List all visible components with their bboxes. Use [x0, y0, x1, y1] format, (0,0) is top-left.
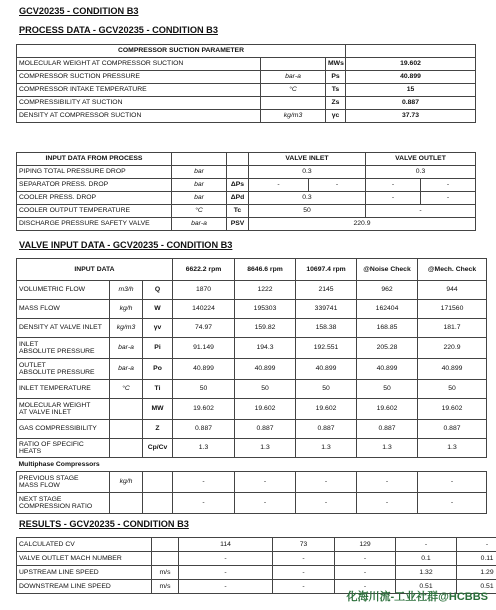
- multiphase-label: Multiphase Compressors: [18, 460, 100, 468]
- row-value: -: [235, 472, 296, 493]
- row-label: OUTLET ABSOLUTE PRESSURE: [17, 359, 110, 380]
- row-value: 159.82: [235, 319, 296, 338]
- row-value: -: [296, 472, 357, 493]
- row-value: 0.51: [457, 580, 496, 594]
- row-symbol: MW: [143, 399, 173, 420]
- row-value: 40.899: [235, 359, 296, 380]
- row-unit: °C: [110, 380, 143, 399]
- row-unit: [152, 552, 179, 566]
- valve-input-row: [17, 319, 487, 338]
- row-value: -: [296, 493, 357, 514]
- row-unit: bar-a: [110, 359, 143, 380]
- row-value: -: [335, 566, 396, 580]
- row-label: INLET ABSOLUTE PRESSURE: [17, 338, 110, 359]
- row-unit: kg/h: [110, 300, 143, 319]
- suction-row: COMPRESSOR INTAKE TEMPERATURE °C Ts 15: [17, 84, 476, 97]
- row-value: -: [335, 580, 396, 594]
- valve-input-row: [17, 359, 487, 380]
- row-value: -: [457, 538, 496, 552]
- row-value: 74.97: [173, 319, 235, 338]
- row-label: MASS FLOW: [17, 300, 110, 319]
- row-value: 19.602: [296, 399, 357, 420]
- row-label: MOLECULAR WEIGHT AT VALVE INLET: [17, 399, 110, 420]
- row-value: 50: [173, 380, 235, 399]
- row-value: -: [396, 538, 457, 552]
- row-label: VALVE OUTLET MACH NUMBER: [17, 552, 152, 566]
- row-value: 0.1: [396, 552, 457, 566]
- process-input-row: COOLER OUTPUT TEMPERATURE °C Tc 50 -: [17, 205, 476, 218]
- row-symbol: Z: [143, 420, 173, 439]
- row-value: -: [335, 552, 396, 566]
- row-value: 0.887: [296, 420, 357, 439]
- row-value: -: [179, 580, 273, 594]
- row-label: PREVIOUS STAGE MASS FLOW: [17, 472, 110, 493]
- row-unit: kg/m3: [110, 319, 143, 338]
- row-value: -: [273, 580, 335, 594]
- row-value: -: [173, 472, 235, 493]
- row-value: 91.149: [173, 338, 235, 359]
- multiphase-row: [17, 458, 487, 472]
- valve-input-row: [17, 439, 487, 458]
- column-header: 8646.6 rpm: [235, 259, 296, 281]
- row-value: -: [418, 493, 487, 514]
- process-input-row: PIPING TOTAL PRESSURE DROP bar 0.3 0.3: [17, 166, 476, 179]
- suction-row: COMPRESSIBILITY AT SUCTION Zs 0.887: [17, 97, 476, 110]
- row-value: -: [179, 566, 273, 580]
- row-value: 40.899: [173, 359, 235, 380]
- row-value: 114: [179, 538, 273, 552]
- row-symbol: [143, 472, 173, 493]
- row-unit: [110, 399, 143, 420]
- suction-parameter-table: [16, 44, 476, 123]
- row-label: RATIO OF SPECIFIC HEATS: [17, 439, 110, 458]
- process-input-row: DISCHARGE PRESSURE SAFETY VALVE bar-a PSV 220.9: [17, 218, 476, 231]
- row-symbol: W: [143, 300, 173, 319]
- row-label: VOLUMETRIC FLOW: [17, 281, 110, 300]
- process-input-header: INPUT DATA FROM PROCESS: [17, 153, 172, 166]
- row-value: 944: [418, 281, 487, 300]
- row-value: -: [273, 552, 335, 566]
- process-input-row: COOLER PRESS. DROP bar ΔPd 0.3 - -: [17, 192, 476, 205]
- row-unit: kg/h: [110, 472, 143, 493]
- column-header: 6622.2 rpm: [173, 259, 235, 281]
- valve-input-header: INPUT DATA: [17, 259, 173, 281]
- row-symbol: Q: [143, 281, 173, 300]
- row-value: 0.887: [173, 420, 235, 439]
- row-value: 1.3: [235, 439, 296, 458]
- row-value: 0.887: [418, 420, 487, 439]
- row-symbol: Po: [143, 359, 173, 380]
- valve-input-row: [17, 281, 487, 300]
- row-value: 140224: [173, 300, 235, 319]
- valve-inlet-header: VALVE INLET: [249, 153, 366, 166]
- row-value: 0.887: [235, 420, 296, 439]
- row-value: 2145: [296, 281, 357, 300]
- row-unit: bar-a: [110, 338, 143, 359]
- suction-header: COMPRESSOR SUCTION PARAMETER: [17, 45, 346, 58]
- suction-row: DENSITY AT COMPRESSOR SUCTION kg/m3 γc 37.73: [17, 110, 476, 123]
- row-value: 129: [335, 538, 396, 552]
- valve-input-row: [17, 380, 487, 399]
- row-value: 0.887: [357, 420, 418, 439]
- process-input-table: [16, 152, 476, 231]
- valve-input-row: [17, 472, 487, 493]
- row-value: -: [357, 493, 418, 514]
- row-value: 962: [357, 281, 418, 300]
- row-value: 339741: [296, 300, 357, 319]
- row-value: 1.3: [418, 439, 487, 458]
- valve-input-row: [17, 399, 487, 420]
- row-symbol: Ti: [143, 380, 173, 399]
- process-input-row: SEPARATOR PRESS. DROP bar ΔPs - - - -: [17, 179, 476, 192]
- row-unit: [110, 420, 143, 439]
- valve-input-table: [16, 258, 487, 514]
- row-value: 162404: [357, 300, 418, 319]
- row-value: 40.899: [357, 359, 418, 380]
- results-row: [17, 566, 496, 580]
- row-unit: [152, 538, 179, 552]
- row-value: -: [173, 493, 235, 514]
- results-row: [17, 552, 496, 566]
- process-data-title: PROCESS DATA - GCV20235 - CONDITION B3: [19, 25, 218, 35]
- column-header: @Noise Check: [357, 259, 418, 281]
- row-unit: [110, 439, 143, 458]
- row-value: 50: [296, 380, 357, 399]
- row-value: 73: [273, 538, 335, 552]
- document-title: GCV20235 - CONDITION B3: [19, 6, 139, 16]
- row-value: 40.899: [296, 359, 357, 380]
- row-value: -: [179, 552, 273, 566]
- row-value: 194.3: [235, 338, 296, 359]
- row-value: 0.51: [396, 580, 457, 594]
- valve-input-row: [17, 300, 487, 319]
- row-value: 1.3: [357, 439, 418, 458]
- row-value: -: [235, 493, 296, 514]
- row-value: 1222: [235, 281, 296, 300]
- row-value: 171560: [418, 300, 487, 319]
- row-value: 40.899: [418, 359, 487, 380]
- row-label: INLET TEMPERATURE: [17, 380, 110, 399]
- row-value: 158.38: [296, 319, 357, 338]
- valve-input-row: [17, 420, 487, 439]
- row-symbol: Pi: [143, 338, 173, 359]
- row-value: 50: [357, 380, 418, 399]
- row-value: 1.32: [396, 566, 457, 580]
- watermark: 化海川流-工业社群@HCBBS: [346, 591, 488, 603]
- valve-outlet-header: VALVE OUTLET: [366, 153, 476, 166]
- row-label: GAS COMPRESSIBILITY: [17, 420, 110, 439]
- row-value: 19.602: [357, 399, 418, 420]
- row-symbol: Cp/Cv: [143, 439, 173, 458]
- row-unit: m/s: [152, 566, 179, 580]
- results-title: RESULTS - GCV20235 - CONDITION B3: [19, 519, 189, 529]
- suction-row: MOLECULAR WEIGHT AT COMPRESSOR SUCTION MWs 19.602: [17, 58, 476, 71]
- row-value: 19.602: [235, 399, 296, 420]
- row-value: -: [273, 566, 335, 580]
- row-value: -: [357, 472, 418, 493]
- row-value: 50: [235, 380, 296, 399]
- row-label: DENSITY AT VALVE INLET: [17, 319, 110, 338]
- row-value: 220.9: [418, 338, 487, 359]
- row-value: 19.602: [418, 399, 487, 420]
- row-label: CALCULATED CV: [17, 538, 152, 552]
- row-value: 1.3: [296, 439, 357, 458]
- column-header: @Mech. Check: [418, 259, 487, 281]
- row-unit: [110, 493, 143, 514]
- row-unit: m3/h: [110, 281, 143, 300]
- row-value: 19.602: [173, 399, 235, 420]
- row-value: 1870: [173, 281, 235, 300]
- row-value: 205.28: [357, 338, 418, 359]
- row-value: 1.3: [173, 439, 235, 458]
- row-value: 192.551: [296, 338, 357, 359]
- row-symbol: γv: [143, 319, 173, 338]
- valve-input-row: [17, 338, 487, 359]
- row-unit: m/s: [152, 580, 179, 594]
- row-value: 0.11: [457, 552, 496, 566]
- results-table: [16, 537, 496, 594]
- row-value: -: [418, 472, 487, 493]
- valve-input-row: [17, 493, 487, 514]
- row-value: 50: [418, 380, 487, 399]
- row-label: UPSTREAM LINE SPEED: [17, 566, 152, 580]
- row-label: DOWNSTREAM LINE SPEED: [17, 580, 152, 594]
- row-value: 1.29: [457, 566, 496, 580]
- column-header: 10697.4 rpm: [296, 259, 357, 281]
- results-row: [17, 538, 496, 552]
- valve-input-title: VALVE INPUT DATA - GCV20235 - CONDITION B3: [19, 240, 233, 250]
- row-value: 181.7: [418, 319, 487, 338]
- suction-row: COMPRESSOR SUCTION PRESSURE bar-a Ps 40.899: [17, 71, 476, 84]
- row-label: NEXT STAGE COMPRESSION RATIO: [17, 493, 110, 514]
- row-symbol: [143, 493, 173, 514]
- row-value: 168.85: [357, 319, 418, 338]
- row-value: 195303: [235, 300, 296, 319]
